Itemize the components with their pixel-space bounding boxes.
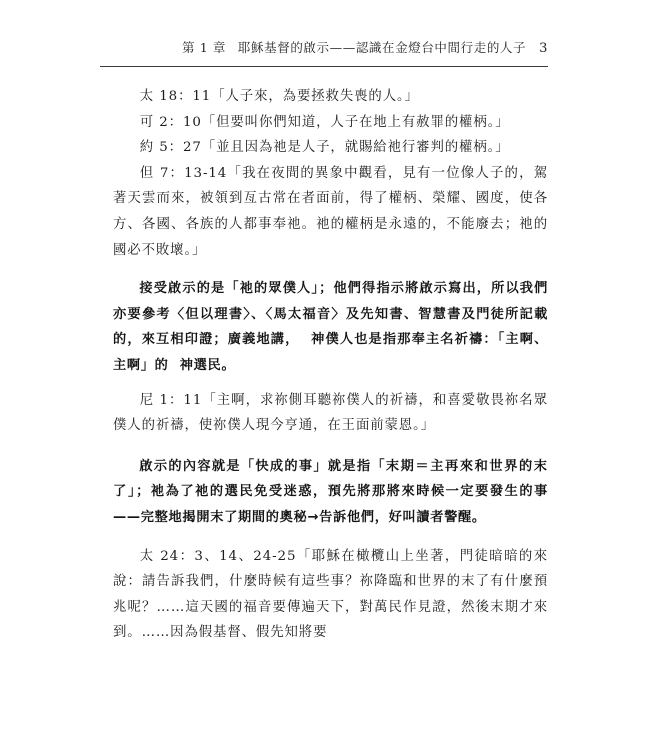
scripture-quote-matthew-18-11: 太 18：11「人子來，為要拯救失喪的人。」 [139, 89, 419, 104]
page-number: 3 [539, 41, 548, 56]
exposition-text-c: 神選民。 [179, 357, 236, 373]
page-header [100, 38, 548, 56]
running-head [100, 38, 548, 56]
header-divider-rule [100, 66, 548, 67]
exposition-text-a: 啟示的內容就是「快成的事」就是指「 [139, 458, 386, 474]
scripture-quote-mark-2-10: 可 2：10「但要叫你們知道，人子在地上有赦罪的權柄。」 [139, 114, 510, 130]
paragraph-spacer [113, 263, 548, 276]
exposition-paragraph-servants [113, 276, 548, 378]
running-head-chapter: 第 1 章 [182, 40, 226, 55]
scripture-quote-daniel-7-13-14: 但 7：13-14「我在夜間的異象中觀看，見有一位像人子的，駕著天雲而來，被領到亙古常在者面前，得了權柄、榮耀、國度，使各方、各國、各族的人都事奉祂。祂的權柄是永遠的，不能廢去；祂的國必不敗壞。」 [113, 165, 548, 258]
running-head-title: 耶穌基督的啟示——認識在金燈台中間行走的人子 [237, 40, 527, 55]
scripture-quote-matthew-24: 太 24：3、14、24-25「耶穌在橄欖山上坐著，門徒暗暗的來說：請告訴我們，什麼時候有這些事？祢降臨和世界的末了有什麼預兆呢？……這天國的福音要傳遍天下，對萬民作見證，然後末期才來到。……因為假基督、假先知將要 [113, 548, 548, 641]
paragraph-spacer [113, 379, 548, 388]
exposition-text-b: 神僕人也是指那奉主名祈禱：「主啊、主啊」的 [113, 332, 548, 373]
exposition-text-a: 接受啟示的是「祂的眾僕人」；他們得指示將啟示寫出，所以我們亦要參考〈但以理書〉、〈馬太福音〉及先知書、智慧書及門徒所記載的，來互相印證；廣義地講， [113, 281, 548, 348]
paragraph-spacer [113, 439, 548, 454]
scripture-quote-john-5-27: 約 5：27「並且因為祂是人子，就賜給祂行審判的權柄。」 [139, 140, 510, 156]
emphasized-phrase: 末期＝主再來和世界的末了 [113, 458, 548, 500]
exposition-text-b: 」；祂為了祂的選民免受迷惑，預先將那將來時候一定要發生的事——完整地揭開末了期間的奧秘→告訴他們，好叫讀者警醒。 [113, 484, 549, 525]
exposition-paragraph-content [113, 454, 548, 531]
scripture-quote-nehemiah-1-11: 尼 1：11「主啊，求祢側耳聽祢僕人的祈禱，和喜愛敬畏祢名眾僕人的祈禱，使祢僕人現今亨通，在王面前蒙恩。」 [113, 392, 548, 434]
body-text-column [113, 84, 548, 646]
paragraph-spacer [113, 531, 548, 544]
